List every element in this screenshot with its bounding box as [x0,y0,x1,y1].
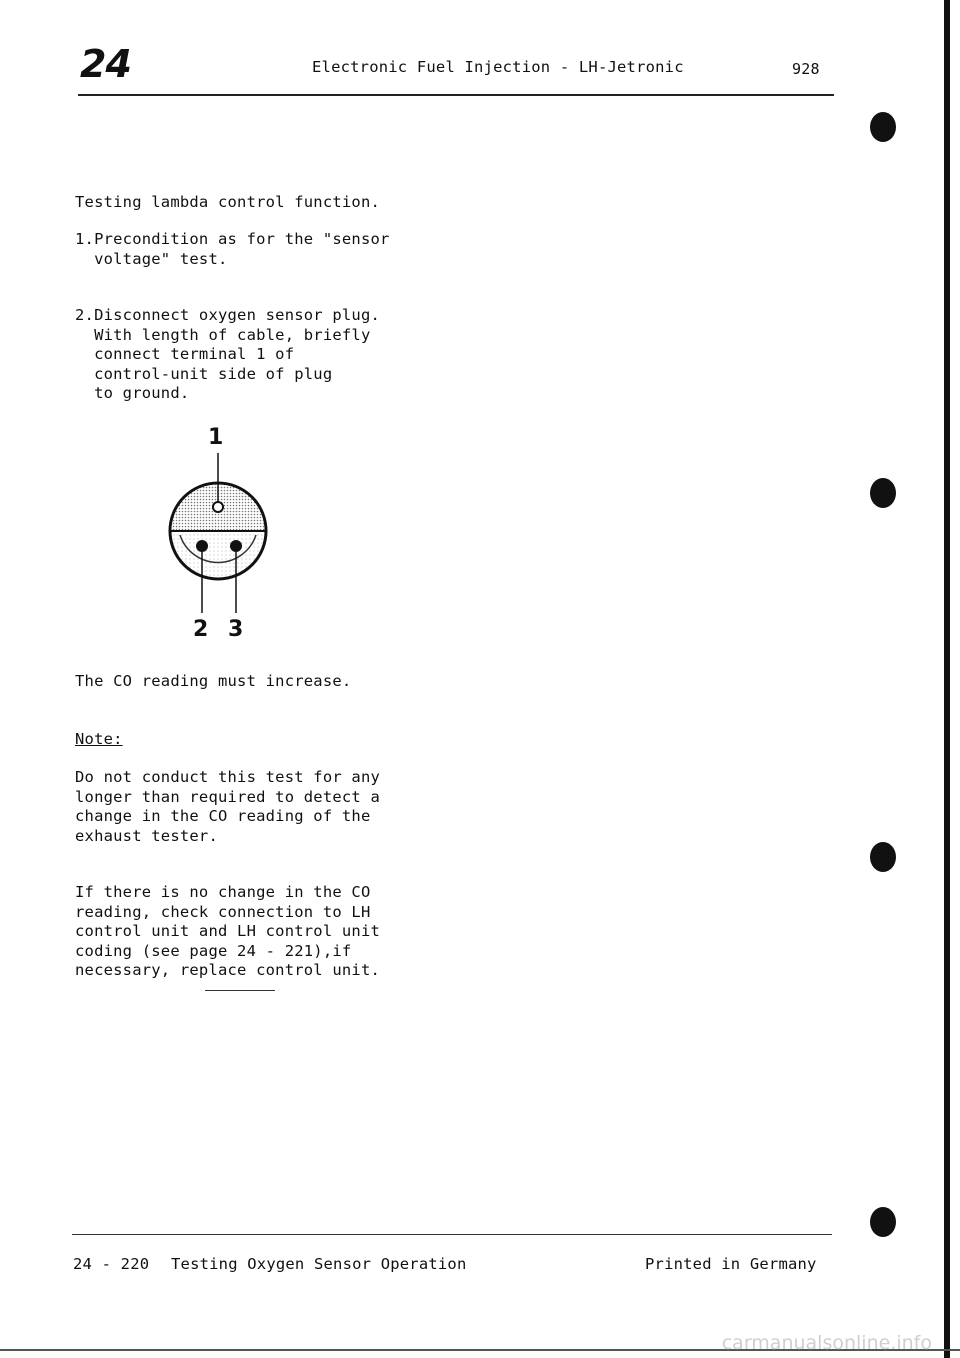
plug-face-icon [160,453,280,623]
binder-hole-icon [870,478,896,508]
end-rule [205,990,275,991]
pin-1-label: 1 [208,425,224,450]
page-header-title: Electronic Fuel Injection - LH-Jetronic [312,58,684,76]
step-2-text: 2.Disconnect oxygen sensor plug. With length of cable, briefly connect terminal 1 of control-unit side of plug to ground. [75,306,381,402]
watermark-text: carmanualsonline.info [721,1332,932,1354]
chapter-number: 24 [80,42,131,86]
note-text: Do not conduct this test for any longer than required to detect a change in the CO reading of the exhaust tester. [75,768,381,845]
section-heading: Testing lambda control function. [75,193,381,211]
pin-2-label: 2 [193,617,209,642]
connector-diagram [160,425,280,645]
footer-rule [72,1234,832,1235]
footer-page-ref: 24 - 220 [73,1255,150,1273]
binder-hole-icon [870,1207,896,1237]
pin-3-label: 3 [228,617,244,642]
footer-section-title: Testing Oxygen Sensor Operation [171,1255,467,1273]
model-number: 928 [792,60,820,78]
header-rule [78,94,834,96]
troubleshoot-text: If there is no change in the CO reading, check connection to LH control unit and LH control unit coding (see page 24 - 221),if necessary, replace control unit. [75,883,381,979]
footer-printed: Printed in Germany [645,1255,817,1273]
result-text: The CO reading must increase. [75,672,352,690]
page-spine-edge [944,0,950,1358]
step-1-text: 1.Precondition as for the "sensor voltage" test. [75,230,390,268]
binder-hole-icon [870,842,896,872]
note-label: Note: [75,730,123,748]
binder-hole-icon [870,112,896,142]
